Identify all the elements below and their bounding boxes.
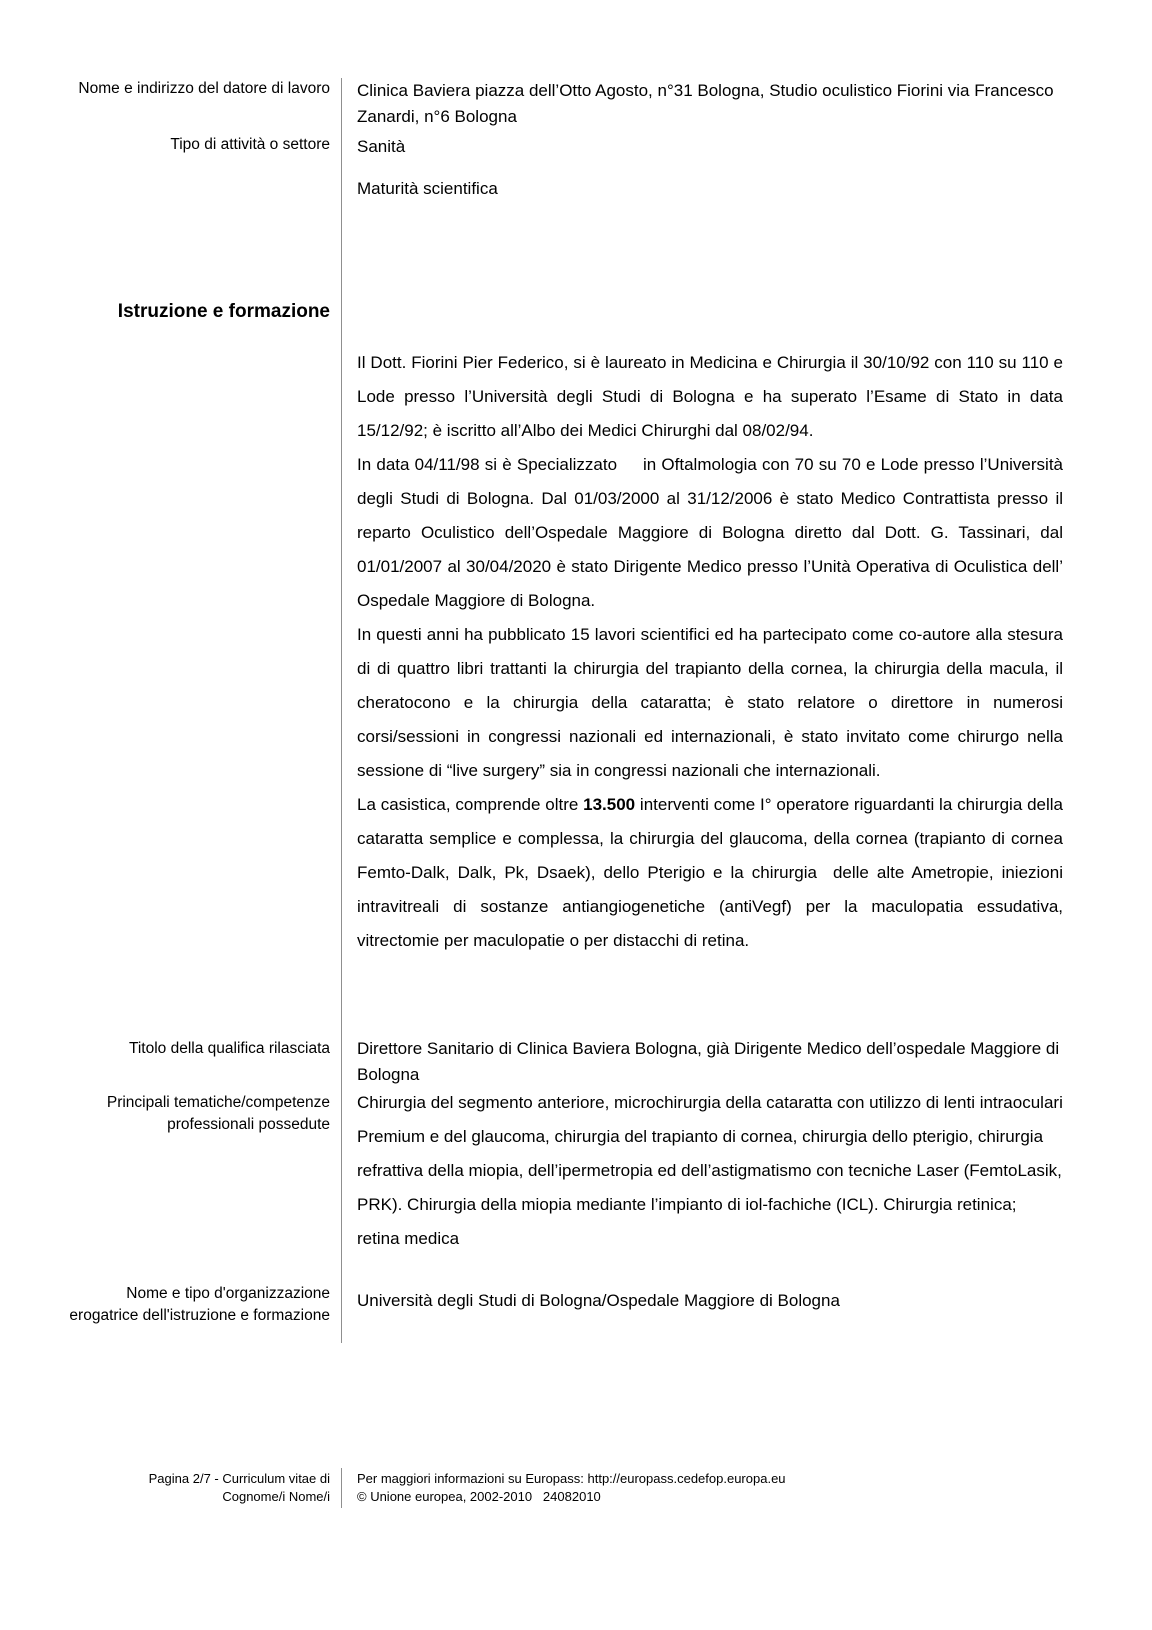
bio-paragraph-1: Il Dott. Fiorini Pier Federico, si è laureato in Medicina e Chirurgia il 30/10/92 con 110 su 110 e Lode presso l’Università degli Studi di Bologna e ha superato l’Esame di Stato in data 15/12/92; è iscritto all’Albo dei Medici Chirurghi dal 08/02/94.	[357, 353, 1063, 440]
bio-paragraph-4-bold-count: 13.500	[583, 795, 636, 814]
field-label-competences	[0, 1092, 330, 1136]
field-label-employer: Nome e indirizzo del datore di lavoro	[78, 80, 330, 97]
field-label-competences-line2: professionali possedute	[167, 1116, 330, 1133]
footer-page-info-line1: Pagina 2/7 - Curriculum vitae di	[148, 1471, 330, 1486]
footer-divider-line	[341, 1468, 342, 1508]
bio-paragraph-2: In data 04/11/98 si è Specializzato in Oftalmologia con 70 su 70 e Lode presso l’Università degli Studi di Bologna. Dal 01/03/2000 al 31/12/2006 è stato Medico Contrattista presso il reparto Oculistico dell’Ospedale Maggiore di Bologna diretto dal Dott. G. Tassinari, dal 01/01/2007 al 30/04/2020 è stato Dirigente Medico presso l’Unità Operativa di Oculistica dell’ Ospedale Maggiore di Bologna.	[357, 455, 1063, 610]
column-divider-line	[341, 78, 342, 1343]
field-value-secondary-education: Maturità scientifica	[357, 179, 498, 198]
field-value-sector: Sanità	[357, 137, 406, 156]
field-value-competences: Chirurgia del segmento anteriore, microchirurgia della cataratta con utilizzo di lenti intraoculari Premium e del glaucoma, chirurgia del trapianto di cornea, chirurgia dello pterigio, chirurgia refrattiva della miopia, dell’ipermetropia ed dell’astigmatismo con tecniche Laser (FemtoLasik, PRK). Chirurgia della miopia mediante l’impianto di iol-fachiche (ICL). Chirurgia retinica; retina medica	[357, 1093, 1063, 1248]
field-label-organization	[0, 1283, 330, 1327]
field-label-qualification: Titolo della qualifica rilasciata	[128, 1040, 330, 1057]
field-label-organization-line1: Nome e tipo d'organizzazione	[126, 1285, 330, 1302]
bio-paragraph-3: In questi anni ha pubblicato 15 lavori scientifici ed ha partecipato come co-autore alla stesura di di quattro libri trattanti la chirurgia del trapianto della cornea, la chirurgia della macula, il cheratocono e la chirurgia della cataratta; è stato relatore o direttore in numerosi corsi/sessioni in congressi nazionali ed internazionali, è stato invitato come chirurgo nella sessione di “live surgery” sia in congressi nazionali che internazionali.	[357, 625, 1063, 780]
field-value-qualification: Direttore Sanitario di Clinica Baviera Bologna, già Dirigente Medico dell’ospedale Maggiore di Bologna	[357, 1039, 1060, 1084]
field-value-employer: Clinica Baviera piazza dell’Otto Agosto, n°31 Bologna, Studio oculistico Fiorini via Francesco Zanardi, n°6 Bologna	[357, 81, 1054, 126]
footer-copyright-line: © Unione europea, 2002-2010 24082010	[357, 1489, 601, 1504]
section-heading-education: Istruzione e formazione	[117, 301, 330, 322]
field-label-organization-line2: erogatrice dell'istruzione e formazione	[69, 1307, 330, 1324]
footer-page-info	[0, 1470, 330, 1506]
footer-europass-info	[357, 1470, 1057, 1506]
bio-paragraph-4	[357, 788, 1063, 958]
bio-paragraph-4-end: interventi come I° operatore riguardanti la chirurgia della cataratta semplice e complessa, la chirurgia del glaucoma, della cornea (trapianto di cornea Femto-Dalk, Dalk, Pk, Dsaek), dello Pterigio e la chirurgia delle alte Ametropie, iniezioni intravitreali di sostanze antiangiogenetiche (antiVegf) per la maculopatia essudativa, vitrectomie per maculopatie o per distacchi di retina.	[357, 795, 1063, 950]
footer-europass-url-line: Per maggiori informazioni su Europass: http://europass.cedefop.europa.eu	[357, 1471, 786, 1486]
field-label-sector: Tipo di attività o settore	[170, 136, 330, 153]
bio-paragraph-4-start: La casistica, comprende oltre	[357, 795, 584, 814]
bio-text-block	[357, 346, 1063, 958]
field-value-organization: Università degli Studi di Bologna/Ospedale Maggiore di Bologna	[357, 1291, 840, 1310]
footer-page-info-line2: Cognome/i Nome/i	[222, 1489, 330, 1504]
field-label-competences-line1: Principali tematiche/competenze	[106, 1094, 330, 1111]
